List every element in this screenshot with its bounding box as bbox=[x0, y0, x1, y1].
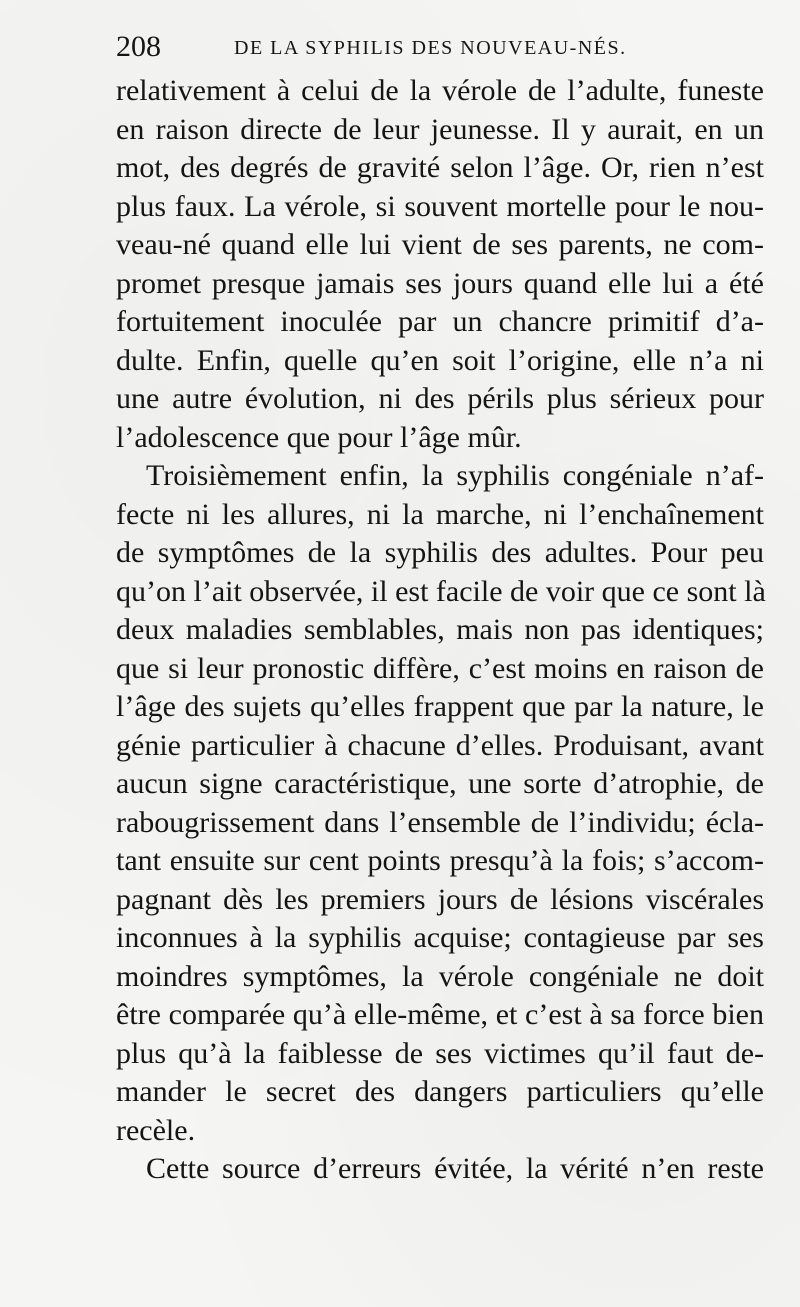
text-line: en raison directe de leur jeunesse. Il y aurait, en un bbox=[116, 112, 764, 146]
text-line: dulte. Enfin, quelle qu’en soit l’origine, elle n’a ni bbox=[116, 343, 764, 377]
text-line: tant ensuite sur cent points presqu’à la fois; s’accom- bbox=[116, 844, 764, 877]
text-line: une autre évolution, ni des périls plus sérieux pour bbox=[116, 382, 764, 415]
running-head bbox=[116, 30, 648, 70]
text-line: promet presque jamais ses jours quand elle lui a été bbox=[116, 266, 764, 300]
paragraph-start-line: Troisièmement enfin, la syphilis congéniale n’af- bbox=[146, 459, 764, 492]
text-line: fortuitement inoculée par un chancre primitif d’a- bbox=[116, 305, 764, 338]
text-line: moindres symptômes, la vérole congéniale ne doit bbox=[116, 959, 764, 993]
text-line: pagnant dès les premiers jours de lésions viscérales bbox=[116, 882, 764, 916]
text-line: plus faux. La vérole, si souvent mortelle pour le nou- bbox=[116, 189, 764, 223]
text-line: aucun signe caractéristique, une sorte d’atrophie, de bbox=[116, 767, 764, 800]
paragraph-start-line: Cette source d’erreurs évitée, la vérité n’en reste bbox=[146, 1152, 764, 1185]
text-line: de symptômes de la syphilis des adultes. Pour peu bbox=[116, 536, 764, 569]
text-line: plus qu’à la faiblesse de ses victimes qu’il faut de- bbox=[116, 1036, 764, 1070]
text-line: inconnues à la syphilis acquise; contagieuse par ses bbox=[116, 921, 764, 954]
text-line: l’âge des sujets qu’elles frappent que par la nature, le bbox=[116, 690, 764, 723]
text-line: mot, des degrés de gravité selon l’âge. Or, rien n’est bbox=[116, 151, 764, 184]
text-line: fecte ni les allures, ni la marche, ni l’enchaînement bbox=[116, 497, 764, 531]
text-line: rabougrissement dans l’ensemble de l’individu; écla- bbox=[116, 805, 764, 839]
text-line: être comparée qu’à elle-même, et c’est à sa force bien bbox=[116, 998, 764, 1031]
text-line: relativement à celui de la vérole de l’adulte, funeste bbox=[116, 74, 764, 107]
paragraph-end-line: recèle. bbox=[116, 1113, 196, 1147]
paragraph-end-line: l’adolescence que pour l’âge mûr. bbox=[116, 420, 522, 454]
text-line: veau-né quand elle lui vient de ses parents, ne com- bbox=[116, 228, 764, 261]
text-line: que si leur pronostic diffère, c’est moins en raison de bbox=[116, 651, 764, 685]
page-number: 208 bbox=[116, 30, 161, 63]
text-line: mander le secret des dangers particuliers qu’elle bbox=[116, 1075, 764, 1108]
running-title: DE LA SYPHILIS DES NOUVEAU-NÉS. bbox=[234, 37, 627, 59]
text-line: deux maladies semblables, mais non pas identiques; bbox=[116, 613, 764, 646]
text-line: qu’on l’ait observée, il est facile de voir que ce sont là bbox=[116, 574, 766, 608]
body-text bbox=[116, 72, 764, 1189]
text-line: génie particulier à chacune d’elles. Produisant, avant bbox=[116, 728, 764, 762]
